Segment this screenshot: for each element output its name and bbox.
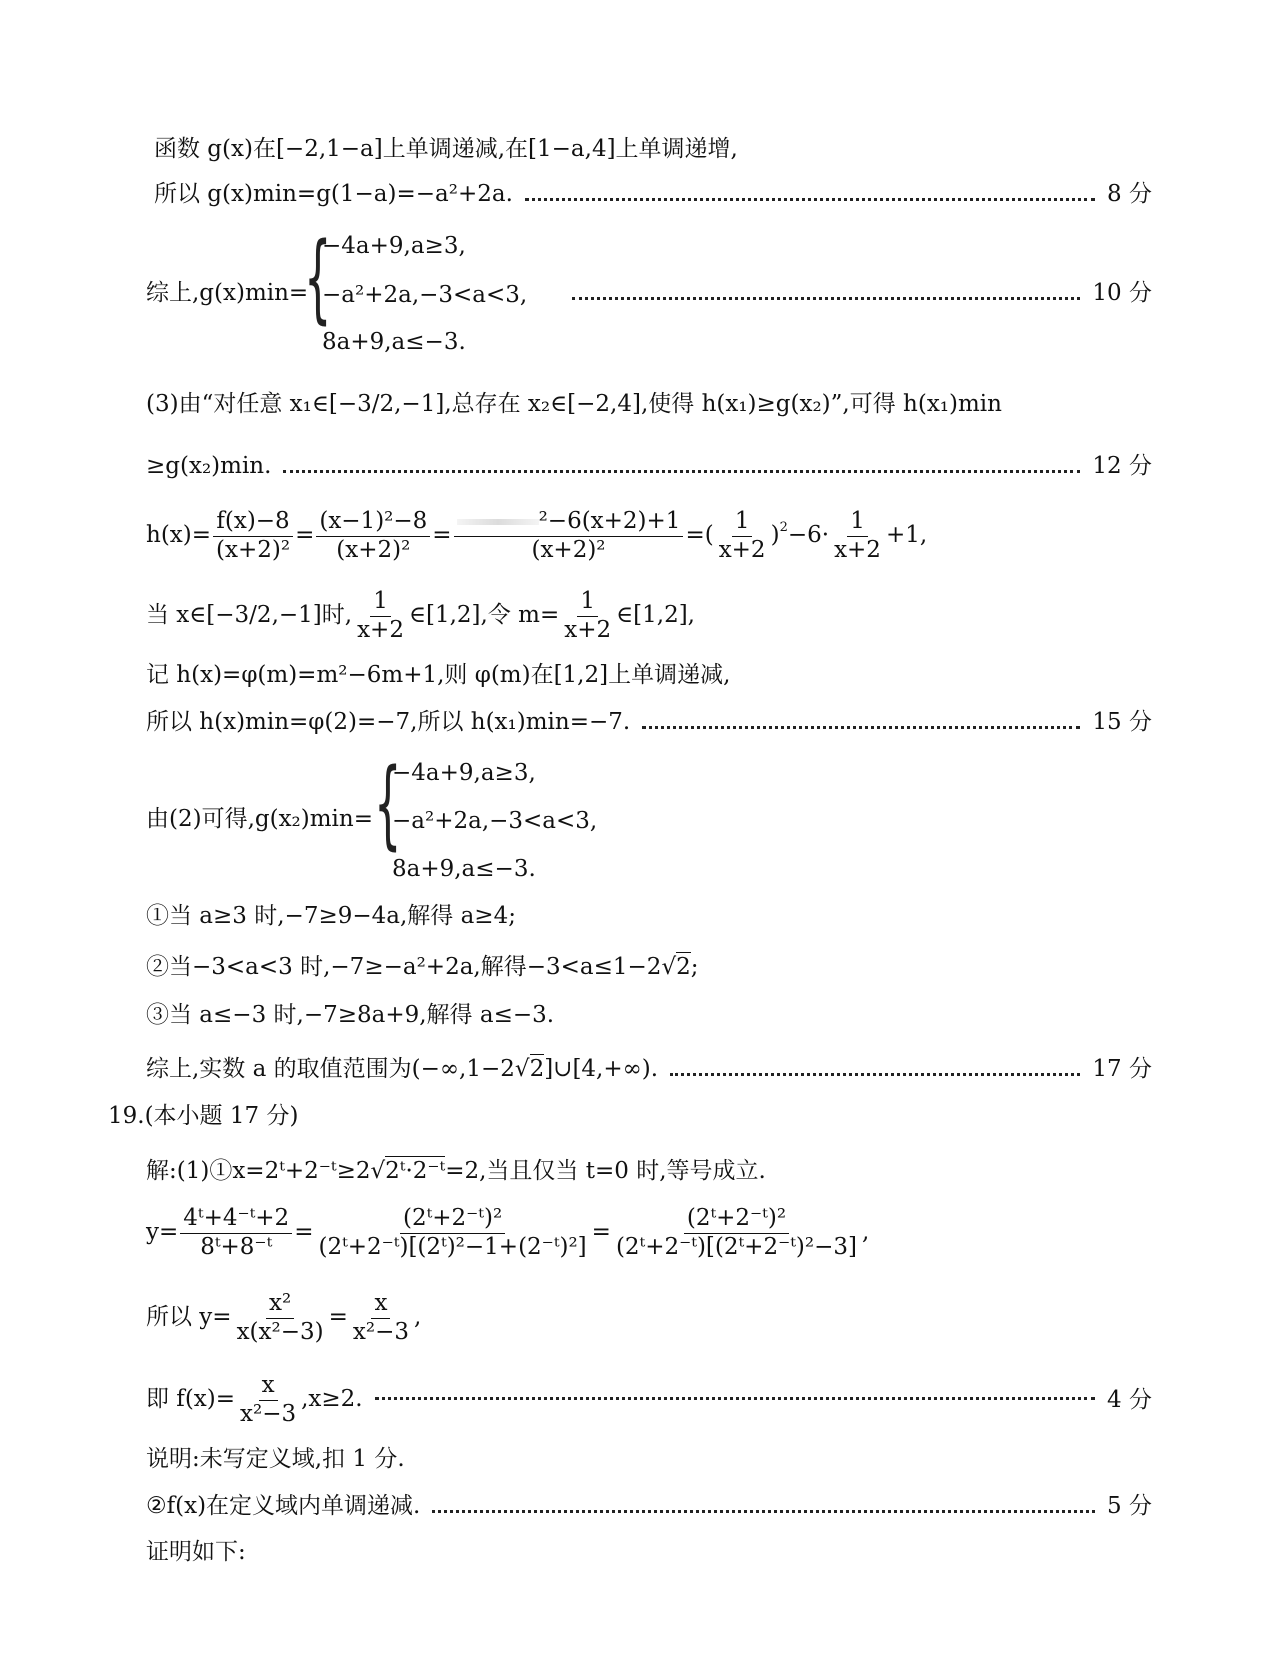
text-line: 所以 h(x)min=φ(2)=−7,所以 h(x₁)min=−7. bbox=[146, 709, 631, 735]
dotted-leader bbox=[525, 198, 1095, 201]
left-brace: { bbox=[304, 222, 332, 334]
fraction bbox=[454, 508, 684, 564]
denominator: (2ᵗ+2⁻ᵗ)[(2ᵗ)²−1+(2⁻ᵗ)²] bbox=[318, 1233, 587, 1260]
numerator: x² bbox=[266, 1290, 294, 1319]
text-line: 解:(1)①x=2ᵗ+2⁻ᵗ≥2√2ᵗ·2⁻ᵗ=2,当且仅当 t=0 时,等号成立. bbox=[146, 1158, 766, 1184]
dotted-leader bbox=[670, 1073, 1080, 1076]
dotted-leader bbox=[642, 726, 1080, 729]
score-mark: 8 分 bbox=[1107, 181, 1152, 207]
numerator: x bbox=[371, 1290, 390, 1319]
question-heading: 19.(本小题 17 分) bbox=[108, 1103, 299, 1129]
denominator: x²−3 bbox=[352, 1318, 409, 1345]
score-mark: 4 分 bbox=[1107, 1386, 1152, 1413]
numerator: (x−1)²−8 bbox=[316, 508, 430, 537]
scored-line bbox=[146, 1372, 1152, 1428]
text-line: 由(2)可得,g(x₂)min= bbox=[146, 806, 374, 832]
dotted-leader bbox=[572, 297, 1080, 300]
fraction bbox=[180, 1205, 292, 1261]
text-line: 函数 g(x)在[−2,1−a]上单调递减,在[1−a,4]上单调递增, bbox=[154, 136, 738, 162]
numerator: x bbox=[259, 1372, 278, 1401]
scored-line bbox=[146, 1058, 1152, 1081]
scored-line bbox=[154, 183, 1152, 206]
text-line: ③当 a≤−3 时,−7≥8a+9,解得 a≤−3. bbox=[146, 1002, 555, 1028]
score-mark: 10 分 bbox=[1092, 280, 1152, 306]
dotted-leader bbox=[432, 1510, 1095, 1513]
y-expression: y= $\frac{\text{4ᵗ+4⁻ᵗ+2}}{\text{8ᵗ+8⁻ᵗ}}$ = $\frac{\text{(2ᵗ+2⁻ᵗ)²}}{\text{(2ᵗ+2⁻ᵗ)[(2ᵗ)²−1+(2⁻ᵗ)²]}}$ = $\frac{\text{(2ᵗ+2⁻ᵗ)²}}{\text{(2ᵗ+2⁻ᵗ)[(2ᵗ+2⁻ᵗ)²−3]}}$ , bbox=[146, 1205, 870, 1260]
f-expression: 即 f(x)= $\frac{x}{\text{x²−3}}$ ,x≥2. bbox=[146, 1372, 363, 1427]
denominator: x+2 bbox=[357, 616, 404, 643]
left-brace: { bbox=[374, 748, 402, 860]
denominator: (x+2)² bbox=[531, 536, 606, 563]
case-item: −4a+9,a≥3, bbox=[322, 233, 466, 259]
fraction bbox=[354, 588, 407, 644]
scored-line bbox=[146, 1495, 1152, 1518]
so-line: 所以 y= $\frac{\text{x²}}{\text{x(x²−3)}}$ = $\frac{x}{\text{x²−3}}$ , bbox=[146, 1290, 422, 1345]
numerator: (2ᵗ+2⁻ᵗ)² bbox=[684, 1205, 789, 1234]
blurred-region bbox=[457, 519, 539, 525]
numerator: 1 bbox=[847, 508, 868, 537]
denominator: x+2 bbox=[834, 536, 881, 563]
denominator: x+2 bbox=[718, 536, 766, 563]
numerator: 1 bbox=[370, 588, 391, 617]
scored-line bbox=[146, 711, 1152, 734]
case-item: −a²+2a,−3<a<3, bbox=[392, 808, 598, 834]
text-line: ②当−3<a<3 时,−7≥−a²+2a,解得−3<a≤1−2√2; bbox=[146, 954, 699, 980]
fraction bbox=[561, 588, 614, 644]
numerator: ²−6(x+2)+1 bbox=[454, 508, 684, 537]
h-prefix: h(x)= bbox=[146, 522, 212, 549]
fraction bbox=[350, 1290, 412, 1346]
when-line: 当 x∈[−3/2,−1]时, $\frac{1}{x+2}$ ∈[1,2],令 m= $\frac{1}{x+2}$ ∈[1,2], bbox=[146, 588, 695, 643]
denominator: (x+2)² bbox=[216, 536, 291, 563]
numerator: 1 bbox=[577, 588, 598, 617]
denominator: (x+2)² bbox=[336, 536, 411, 563]
denominator: x+2 bbox=[564, 616, 612, 643]
fraction bbox=[316, 508, 430, 564]
case-item: −a²+2a,−3<a<3, bbox=[322, 282, 528, 308]
text-line: ②f(x)在定义域内单调递减. bbox=[146, 1493, 421, 1519]
fraction bbox=[613, 1205, 860, 1261]
text-line: ①当 a≥3 时,−7≥9−4a,解得 a≥4; bbox=[146, 903, 516, 929]
case-item: 8a+9,a≤−3. bbox=[322, 329, 466, 355]
numerator: 1 bbox=[732, 508, 753, 537]
denominator: x(x²−3) bbox=[236, 1318, 324, 1345]
fraction bbox=[315, 1205, 589, 1261]
text-line: 所以 g(x)min=g(1−a)=−a²+2a. bbox=[154, 181, 513, 207]
fraction bbox=[831, 508, 884, 564]
text-line: 证明如下: bbox=[146, 1539, 246, 1565]
numerator: f(x)−8 bbox=[213, 508, 292, 537]
text-line: 综上,g(x)min= bbox=[146, 280, 309, 306]
dotted-leader bbox=[375, 1397, 1095, 1400]
h-expression: h(x)= $\frac{f(x)-8}{\text{(x+2)²}}$ = $\frac{\text{(x−1)²−8}}{\text{(x+2)²}}$ = $\frac{\text{²−6(x+2)+1}}{\text{(x+2)²}}$ =( $\frac{1}{x+2}$ )$^2$−6· $\frac{1}{x+2}$ +1, bbox=[146, 508, 928, 563]
text-line: 记 h(x)=φ(m)=m²−6m+1,则 φ(m)在[1,2]上单调递减, bbox=[146, 662, 731, 688]
dotted-leader bbox=[283, 470, 1080, 473]
score-mark: 5 分 bbox=[1107, 1493, 1152, 1519]
denominator: 8ᵗ+8⁻ᵗ bbox=[200, 1233, 273, 1260]
text-line: 说明:未写定义域,扣 1 分. bbox=[146, 1446, 405, 1472]
numerator: 4ᵗ+4⁻ᵗ+2 bbox=[180, 1205, 292, 1234]
numerator: (2ᵗ+2⁻ᵗ)² bbox=[400, 1205, 505, 1234]
fraction bbox=[234, 1290, 327, 1346]
text-line: 综上,实数 a 的取值范围为(−∞,1−2√2]∪[4,+∞). bbox=[146, 1056, 659, 1082]
score-mark: 17 分 bbox=[1092, 1056, 1152, 1082]
score-leader bbox=[560, 282, 1152, 305]
fraction bbox=[213, 508, 293, 564]
text-line: (3)由“对任意 x₁∈[−3/2,−1],总存在 x₂∈[−2,4],使得 h(x₁)≥g(x₂)”,可得 h(x₁)min bbox=[146, 391, 1002, 417]
fraction bbox=[716, 508, 769, 564]
score-mark: 15 分 bbox=[1092, 709, 1152, 735]
scored-line bbox=[146, 455, 1152, 478]
denominator: (2ᵗ+2⁻ᵗ)[(2ᵗ+2⁻ᵗ)²−3] bbox=[615, 1233, 857, 1260]
case-item: −4a+9,a≥3, bbox=[392, 760, 536, 786]
score-mark: 12 分 bbox=[1092, 453, 1152, 479]
case-item: 8a+9,a≤−3. bbox=[392, 856, 536, 882]
fraction bbox=[237, 1372, 299, 1428]
denominator: x²−3 bbox=[240, 1400, 297, 1427]
text-line: ≥g(x₂)min. bbox=[146, 453, 272, 479]
